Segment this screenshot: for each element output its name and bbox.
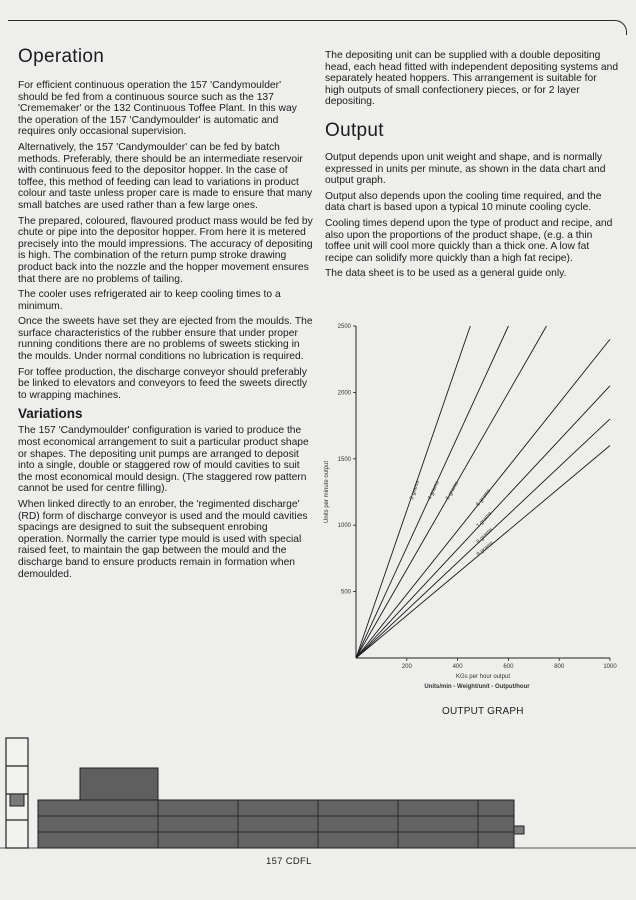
y-tick-label: 1500 bbox=[337, 456, 351, 463]
y-axis-label: Units per minute output bbox=[324, 460, 330, 524]
series-label: 9 grams bbox=[475, 540, 495, 558]
series-label: 5 grams bbox=[445, 480, 461, 501]
depositing-paragraph: The depositing unit can be supplied with a double depositing head, each head fitted with independent depositing systems and separately heated hoppers. This arrangement is suitable for high outputs of small confectionery pieces, or for 2 layer depositing. bbox=[325, 50, 619, 108]
machine-elevation-drawing bbox=[0, 736, 636, 856]
y-tick-label: 500 bbox=[340, 589, 351, 596]
x-tick-label: 800 bbox=[554, 664, 565, 670]
output-paragraph: Cooling times depend upon the type of product and recipe, and also upon the proportions of the product shape, (e.g. a thin toffee unit will cool more quickly than a thick one. A low fat recipe can solidify more quickly than a high fat recipe). bbox=[325, 217, 613, 264]
output-paragraph: The data sheet is to be used as a general guide only. bbox=[325, 268, 567, 280]
series-label: 4 grams bbox=[426, 480, 441, 501]
operation-paragraph: For efficient continuous operation the 157 'Candymoulder' should be fed from a continuous source such as the 137 'Crememaker' or the 132 Continuous Toffee Plant. In this way the operation of the 157 'Candymoulder' is automatic and requires only occasional supervision. bbox=[18, 80, 297, 138]
x-tick-label: 400 bbox=[452, 664, 463, 670]
output-paragraph: Output depends upon unit weight and shape, and is normally expressed in units per minute, as shown in the data chart and output graph. bbox=[325, 151, 606, 187]
series-label: 6 grams bbox=[475, 488, 493, 508]
x-axis-label: KGs per hour output bbox=[455, 674, 511, 680]
machine-discharge-end bbox=[514, 826, 524, 834]
y-tick-label: 2500 bbox=[337, 324, 351, 330]
operation-paragraph: The prepared, coloured, flavoured product mass would be fed by chute or pipe into the depositor hopper. From here it is metered precisely into the mould impressions. The accuracy of depositing is high. The combination of the return pump stroke drawing product back into the nozzle and the hopper movement ensures that there are no problems of tailing. bbox=[18, 215, 313, 285]
operation-paragraph: Once the sweets have set they are ejected from the moulds. The surface characteristics of the rubber ensure that under proper running conditions there are no problems of sweets sticking in the moulds. Under normal conditions no lubrication is required. bbox=[18, 316, 313, 363]
output-heading: Output bbox=[325, 119, 384, 141]
operation-paragraph: Alternatively, the 157 'Candymoulder' can be fed by batch methods. Preferably, there should be an intermediate reservoir with continuous feed to the depositor hopper. In the case of toffee, this method of feeding can lead to variations in product colour and taste unless proper care is made to ensure that many small batches are used rather than a few large ones. bbox=[18, 141, 313, 211]
machine-feeder-frame bbox=[6, 738, 28, 848]
output-paragraph: Output also depends upon the cooling time required, and the data chart is based upon a typical 10 minute cooling cycle. bbox=[325, 190, 602, 214]
machine-cooler-body bbox=[38, 800, 514, 848]
model-label: 157 CDFL bbox=[266, 856, 312, 867]
variations-paragraph: The 157 'Candymoulder' configuration is varied to produce the most economical arrangement to suit a particular product shape or shapes. The depositing unit pumps are arranged to deposit into a single, double or staggered row of mould cavities to suit the most economical mould design. (The staggered row pattern cannot be used for centre filling). bbox=[18, 425, 309, 495]
output-graph-svg bbox=[318, 318, 618, 718]
graph-caption: OUTPUT GRAPH bbox=[442, 706, 524, 717]
operation-heading: Operation bbox=[18, 46, 105, 67]
variations-paragraph: When linked directly to an enrober, the 'regimented discharge' (RD) form of discharge conveyor is used and the mould cavities spacings are designed to suit the subsequent enrobing operation. Normally the carrier type mould is used with special raised feet, to maintain the gap between the mould and the discharge band to ensure products remain in formation when demoulded. bbox=[18, 499, 308, 580]
variations-heading: Variations bbox=[18, 406, 83, 422]
y-tick-label: 2000 bbox=[337, 390, 351, 397]
series-label: 3 grams bbox=[408, 479, 422, 501]
axis-caption: Units/min - Weight/unit - Output/hour bbox=[424, 684, 530, 690]
x-tick-label: 600 bbox=[503, 664, 514, 670]
series-label: 7 grams bbox=[475, 510, 494, 530]
right-column bbox=[325, 50, 619, 284]
series-label: 8 grams bbox=[475, 527, 495, 546]
operation-paragraph: For toffee production, the discharge conveyor should preferably be linked to elevators and conveyors to feed the sweets directly to wrapping machines. bbox=[18, 366, 308, 401]
x-tick-label: 200 bbox=[401, 664, 412, 670]
left-column bbox=[18, 46, 314, 584]
operation-paragraph: The cooler uses refrigerated air to keep cooling times to a minimum. bbox=[18, 289, 281, 312]
output-graph bbox=[318, 318, 618, 718]
y-tick-label: 1000 bbox=[337, 523, 351, 530]
x-tick-label: 1000 bbox=[603, 664, 617, 670]
page-frame bbox=[8, 20, 627, 35]
